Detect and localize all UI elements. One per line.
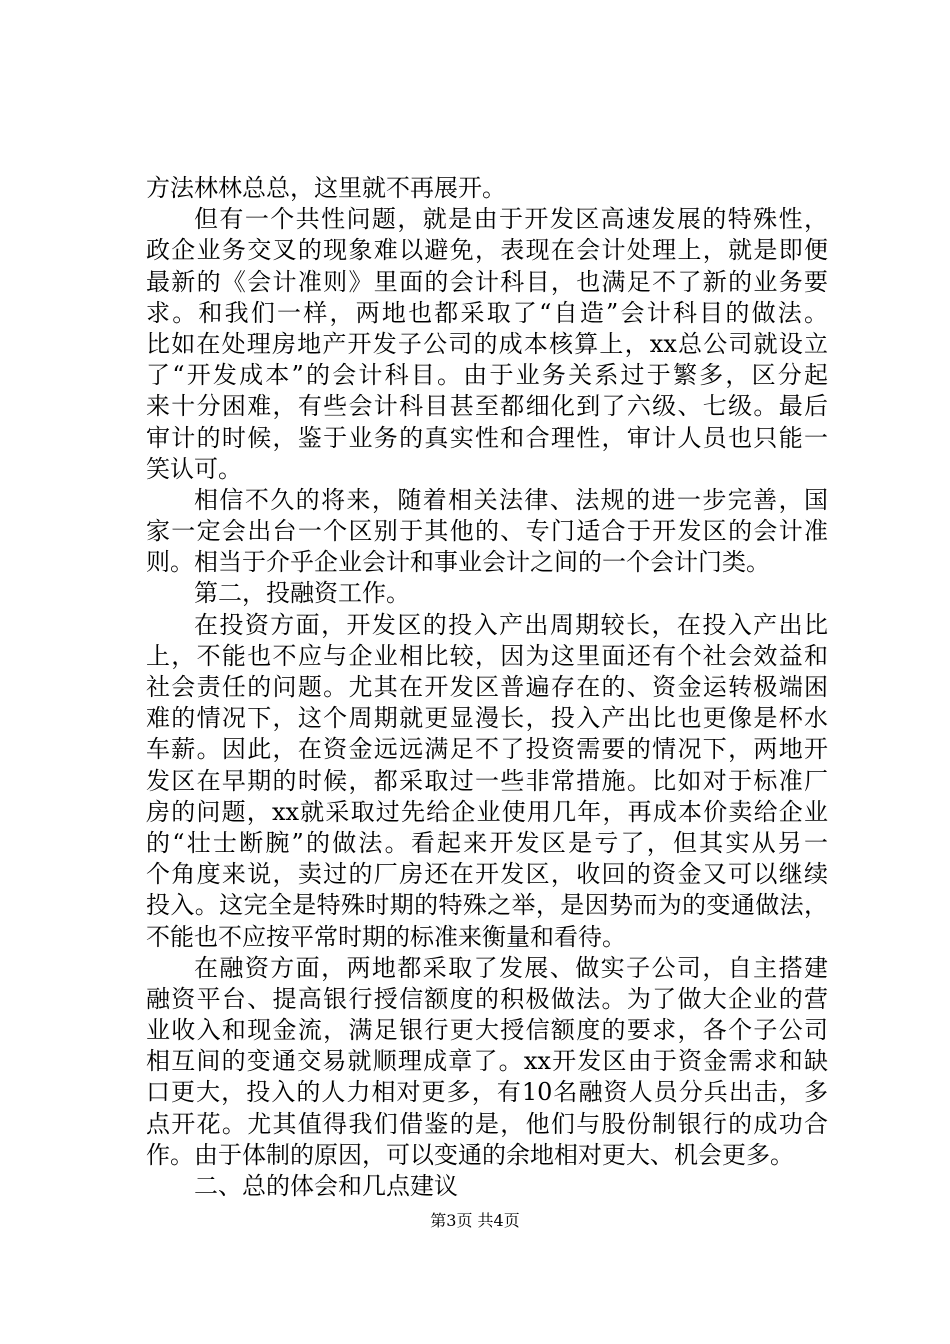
text-line: 的“壮士断腕”的做法。看起来开发区是亏了，但其实从另一	[146, 828, 828, 857]
page-number: 第3页 共4页	[430, 1211, 520, 1230]
text-line: 融资平台、提高银行授信额度的积极做法。为了做大企业的营	[146, 984, 828, 1013]
text-line: 则。相当于介乎企业会计和事业会计之间的一个会计门类。	[146, 548, 770, 577]
page-footer	[0, 1211, 950, 1231]
section-heading: 二、总的体会和几点建议	[194, 1172, 458, 1200]
text-line: 业收入和现金流，满足银行更大授信额度的要求，各个子公司	[146, 1016, 828, 1045]
text-line: 相互间的变通交易就顺理成章了。xx开发区由于资金需求和缺	[146, 1047, 828, 1076]
text-line: 个角度来说，卖过的厂房还在开发区，收回的资金又可以继续	[146, 860, 828, 889]
text-line: 求。和我们一样，两地也都采取了“自造”会计科目的做法。	[146, 298, 828, 327]
text-line: 在投资方面，开发区的投入产出周期较长，在投入产出比	[194, 610, 828, 639]
text-line: 但有一个共性问题，就是由于开发区高速发展的特殊性，	[194, 205, 828, 234]
text-line: 比如在处理房地产开发子公司的成本核算上，xx总公司就设立	[146, 329, 828, 358]
text-line: 在融资方面，两地都采取了发展、做实子公司，自主搭建	[194, 953, 828, 982]
text-line: 房的问题，xx就采取过先给企业使用几年，再成本价卖给企业	[146, 797, 828, 826]
text-line: 口更大，投入的人力相对更多，有10名融资人员分兵出击，多	[146, 1078, 828, 1107]
text-line: 来十分困难，有些会计科目甚至都细化到了六级、七级。最后	[146, 392, 828, 421]
text-line: 方法林林总总，这里就不再展开。	[146, 174, 506, 202]
text-line: 车薪。因此，在资金远远满足不了投资需要的情况下，两地开	[146, 735, 828, 764]
text-line: 最新的《会计准则》里面的会计科目，也满足不了新的业务要	[146, 267, 828, 296]
text-line: 社会责任的问题。尤其在开发区普遍存在的、资金运转极端困	[146, 673, 828, 701]
text-line: 政企业务交叉的现象难以避免，表现在会计处理上，就是即便	[146, 236, 828, 265]
text-line: 上，不能也不应与企业相比较，因为这里面还有个社会效益和	[146, 641, 828, 670]
text-line: 投入。这完全是特殊时期的特殊之举，是因势而为的变通做法，	[146, 891, 828, 920]
text-line: 笑认可。	[146, 454, 242, 483]
text-line: 点开花。尤其值得我们借鉴的是，他们与股份制银行的成功合	[146, 1109, 828, 1138]
text-line: 审计的时候，鉴于业务的真实性和合理性，审计人员也只能一	[146, 423, 828, 452]
text-line: 相信不久的将来，随着相关法律、法规的进一步完善，国	[194, 485, 828, 514]
text-line: 作。由于体制的原因，可以变通的余地相对更大、机会更多。	[146, 1140, 794, 1169]
text-line: 不能也不应按平常时期的标准来衡量和看待。	[146, 922, 626, 951]
text-line: 发区在早期的时候，都采取过一些非常措施。比如对于标准厂	[146, 766, 828, 795]
text-line: 难的情况下，这个周期就更显漫长，投入产出比也更像是杯水	[146, 704, 828, 733]
text-line: 家一定会出台一个区别于其他的、专门适合于开发区的会计准	[146, 517, 828, 546]
section-heading: 第二，投融资工作。	[194, 579, 410, 608]
text-line: 了“开发成本”的会计科目。由于业务关系过于繁多，区分起	[146, 361, 828, 390]
document-body	[146, 173, 828, 1202]
